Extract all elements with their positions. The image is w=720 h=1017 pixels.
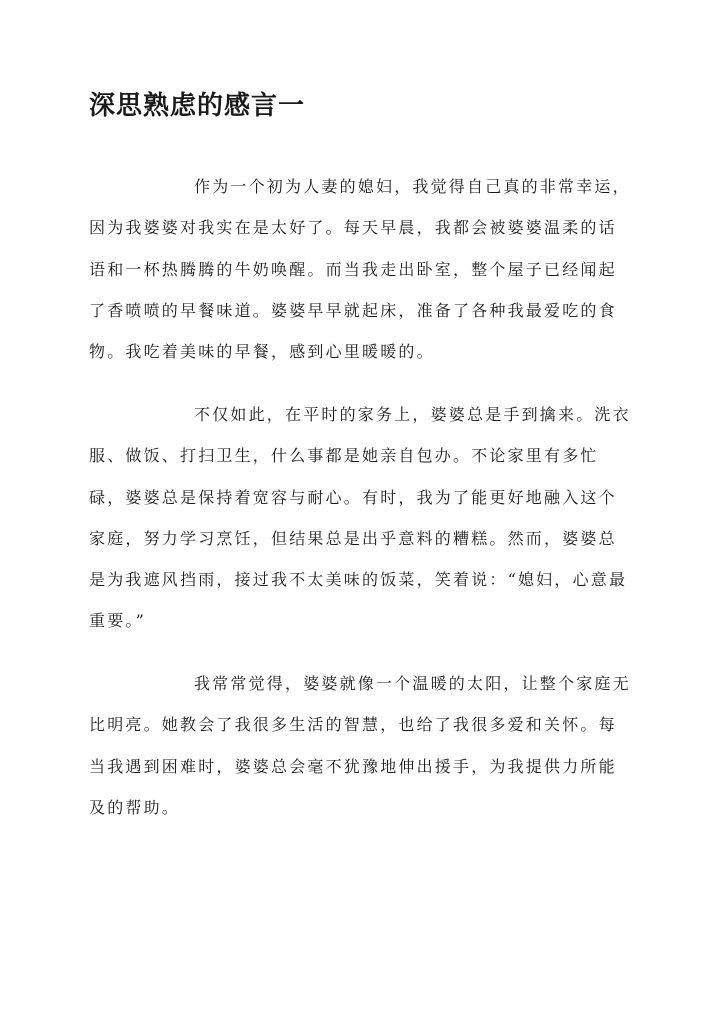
paragraph-2: 不仅如此，在平时的家务上，婆婆总是手到擒来。洗衣服、做饭、打扫卫生，什么事都是她亲自包办。不论家里有多忙碌，婆婆总是保持着宽容与耐心。有时，我为了能更好地融入这个家庭，努力学习烹饪，但结果总是出乎意料的糟糕。然而，婆婆总是为我遮风挡雨，接过我不太美味的饭菜，笑着说：“媳妇，心意最重要。” xyxy=(89,405,631,631)
paragraph-3: 我常常觉得，婆婆就像一个温暖的太阳，让整个家庭无比明亮。她教会了我很多生活的智慧，也给了我很多爱和关怀。每当我遇到困难时，婆婆总会毫不犹豫地伸出援手，为我提供力所能及的帮助。 xyxy=(89,674,631,817)
paragraph-1: 作为一个初为人妻的媳妇，我觉得自己真的非常幸运，因为我婆婆对我实在是太好了。每天早晨，我都会被婆婆温柔的话语和一杯热腾腾的牛奶唤醒。而当我走出卧室，整个屋子已经闻起了香喷喷的早餐味道。婆婆早早就起床，准备了各种我最爱吃的食物。我吃着美味的早餐，感到心里暖暖的。 xyxy=(89,177,631,362)
document-title: 深思熟虑的感言一 xyxy=(89,91,306,121)
